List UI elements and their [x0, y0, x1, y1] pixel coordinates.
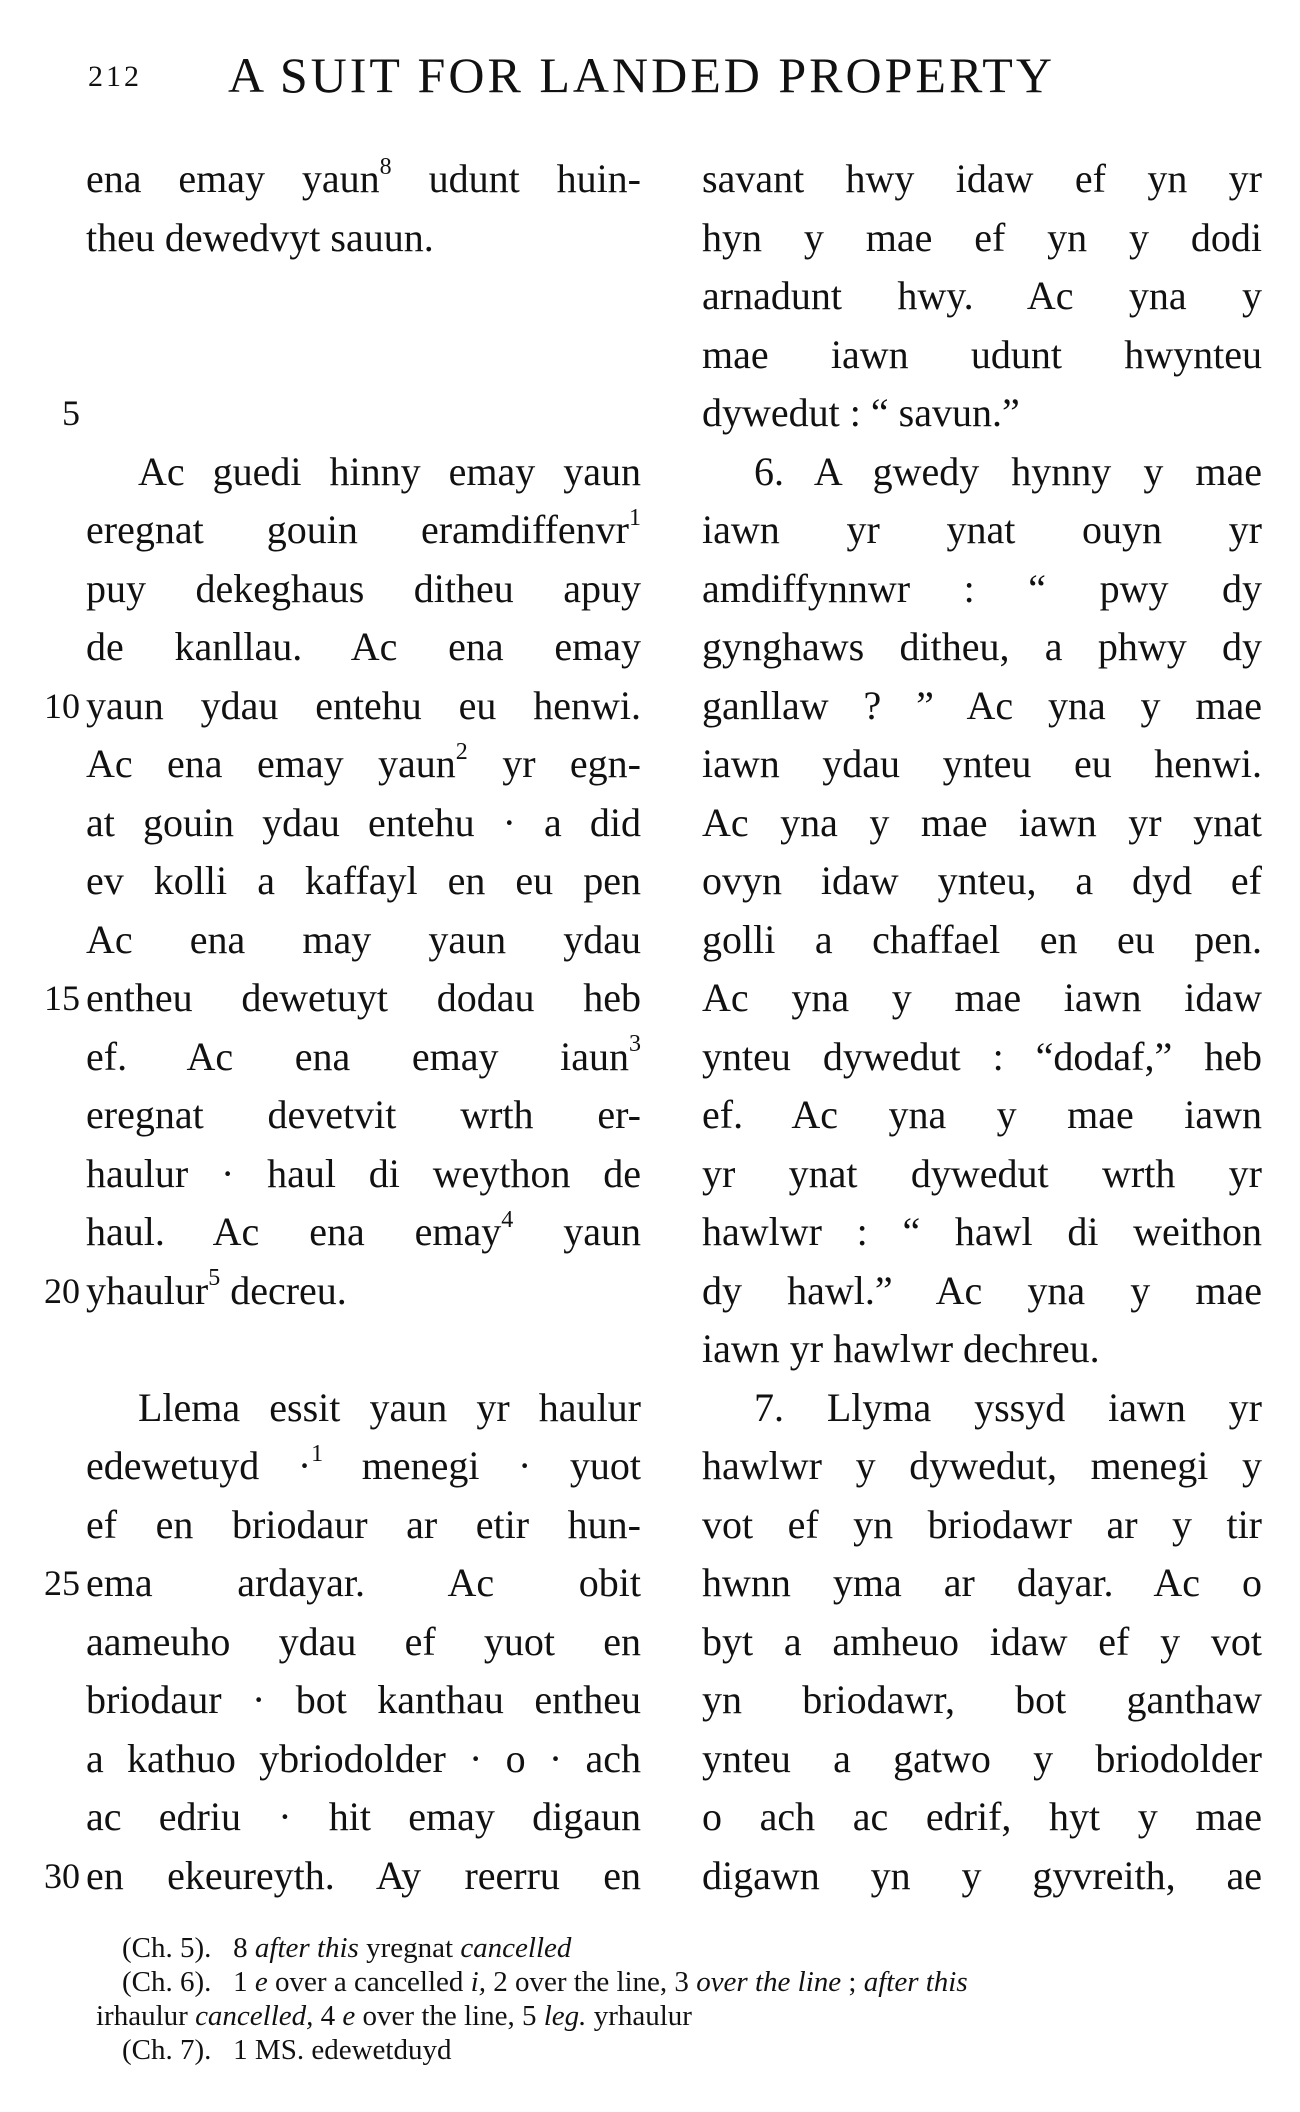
footnote-ch6-continued: irhaulur cancelled, 4 e over the line, 5 leg. yrhaulur [96, 2000, 692, 2032]
text-line: ef. Ac yna y mae iawn [702, 1092, 1262, 1137]
text-line: ynteu dywedut : “dodaf,” heb [702, 1033, 1262, 1079]
footnotes [96, 1931, 1266, 2067]
line-number: 15 [44, 978, 80, 1018]
text-line: hyn y mae ef yn y dodi [702, 214, 1262, 260]
footnote-ch7: (Ch. 7). 1 MS. edewetduyd [122, 2034, 452, 2066]
text-line: golli a chaffael en eu pen. [702, 916, 1262, 962]
text-line: hwnn yma ar dayar. Ac o [702, 1560, 1262, 1605]
text-line: eregnat gouin eramdiffenvr$^1$ [86, 504, 641, 552]
page-title: A SUIT FOR LANDED PROPERTY [228, 47, 1055, 103]
text-line: Ac guedi hinny emay yaun [138, 448, 641, 494]
page-number: 212 [88, 60, 142, 93]
text-line: ev kolli a kaffayl en eu pen [86, 858, 641, 903]
text-line: 6. A gwedy hynny y mae [754, 448, 1262, 494]
text-line: entheu dewetuyt dodau heb [86, 975, 641, 1020]
blank-line [86, 326, 641, 385]
left-column-middle-welsh [86, 150, 641, 1905]
right-column-modern-welsh [702, 150, 1262, 1905]
text-line: de kanllau. Ac ena emay [86, 624, 641, 669]
text-line: arnadunt hwy. Ac yna y [702, 273, 1262, 318]
text-line: Ac yna y mae iawn idaw [702, 975, 1262, 1020]
text-line: hawlwr : “ hawl di weithon [702, 1209, 1262, 1254]
page-header [0, 46, 1300, 106]
text-line: en ekeureyth. Ay reerru en [86, 1852, 641, 1898]
text-line: ganllaw ? ” Ac yna y mae [702, 682, 1262, 728]
text-line: Ac ena may yaun ydau [86, 916, 641, 962]
text-line: amdiffynnwr : “ pwy dy [702, 565, 1262, 611]
text-line: at gouin ydau entehu · a did [86, 799, 641, 845]
text-line: dywedut : “ savun.” [702, 390, 1020, 435]
blank-line [86, 384, 641, 443]
text-line: a kathuo ybriodolder · o · ach [86, 1735, 641, 1781]
text-line: Llema essit yaun yr haulur [138, 1384, 641, 1430]
text-line: ac edriu · hit emay digaun [86, 1794, 641, 1839]
text-line: theu dewedvyt sauun. [86, 214, 434, 260]
text-line: eregnat devetvit wrth er- [86, 1092, 641, 1137]
text-line: dy hawl.” Ac yna y mae [702, 1267, 1262, 1313]
text-line: o ach ac edrif, hyt y mae [702, 1794, 1262, 1839]
text-line: hawlwr y dywedut, menegi y [702, 1443, 1262, 1488]
text-line: ema ardayar. Ac obit [86, 1560, 641, 1605]
text-line: yaun ydau entehu eu henwi. [86, 682, 641, 728]
text-line: edewetuyd ·$^1$ menegi · yuot [86, 1440, 641, 1488]
footnote-ch5: (Ch. 5). 8 after this yregnat cancelled [122, 1932, 572, 1964]
text-line: digawn yn y gyvreith, ae [702, 1852, 1262, 1898]
text-line: ena emay yaun$^8$ udunt huin- [86, 153, 641, 201]
text-line: iawn yr ynat ouyn yr [702, 507, 1262, 552]
text-line: gynghaws ditheu, a phwy dy [702, 624, 1262, 669]
text-line: iawn yr hawlwr dechreu. [702, 1326, 1100, 1371]
text-line: Ac yna y mae iawn yr ynat [702, 799, 1262, 845]
text-line: briodaur · bot kanthau entheu [86, 1677, 641, 1722]
text-line: haul. Ac ena emay$^4$ yaun [86, 1206, 641, 1254]
line-number: 25 [44, 1563, 80, 1603]
line-number: 30 [44, 1855, 80, 1896]
text-line: ef. Ac ena emay iaun$^3$ [86, 1031, 641, 1079]
text-line: mae iawn udunt hwynteu [702, 331, 1262, 377]
text-line: haulur · haul di weython de [86, 1150, 641, 1196]
blank-line [86, 1320, 641, 1379]
text-line: aameuho ydau ef yuot en [86, 1618, 641, 1664]
text-line: vot ef yn briodawr ar y tir [702, 1501, 1262, 1547]
text-line: savant hwy idaw ef yn yr [702, 156, 1262, 201]
text-line: ovyn idaw ynteu, a dyd ef [702, 858, 1262, 903]
line-number: 5 [62, 393, 80, 433]
text-line: ef en briodaur ar etir hun- [86, 1501, 641, 1547]
text-line: ynteu a gatwo y briodolder [702, 1735, 1262, 1781]
text-line: byt a amheuo idaw ef y vot [702, 1618, 1262, 1664]
line-number: 10 [44, 685, 80, 726]
text-line: yr ynat dywedut wrth yr [702, 1150, 1262, 1196]
text-line: puy dekeghaus ditheu apuy [86, 565, 641, 611]
text-line: yhaulur$^5$ decreu. [86, 1265, 347, 1313]
text-line: yn briodawr, bot ganthaw [702, 1677, 1262, 1722]
footnote-ch6: (Ch. 6). 1 e over a cancelled i, 2 over the line, 3 over the line ; after this [122, 1966, 968, 1998]
text-line: 7. Llyma yssyd iawn yr [754, 1384, 1262, 1430]
text-line: Ac ena emay yaun$^2$ yr egn- [86, 738, 641, 786]
blank-line [86, 267, 641, 326]
text-line: iawn ydau ynteu eu henwi. [702, 741, 1262, 786]
line-number: 20 [44, 1270, 80, 1311]
